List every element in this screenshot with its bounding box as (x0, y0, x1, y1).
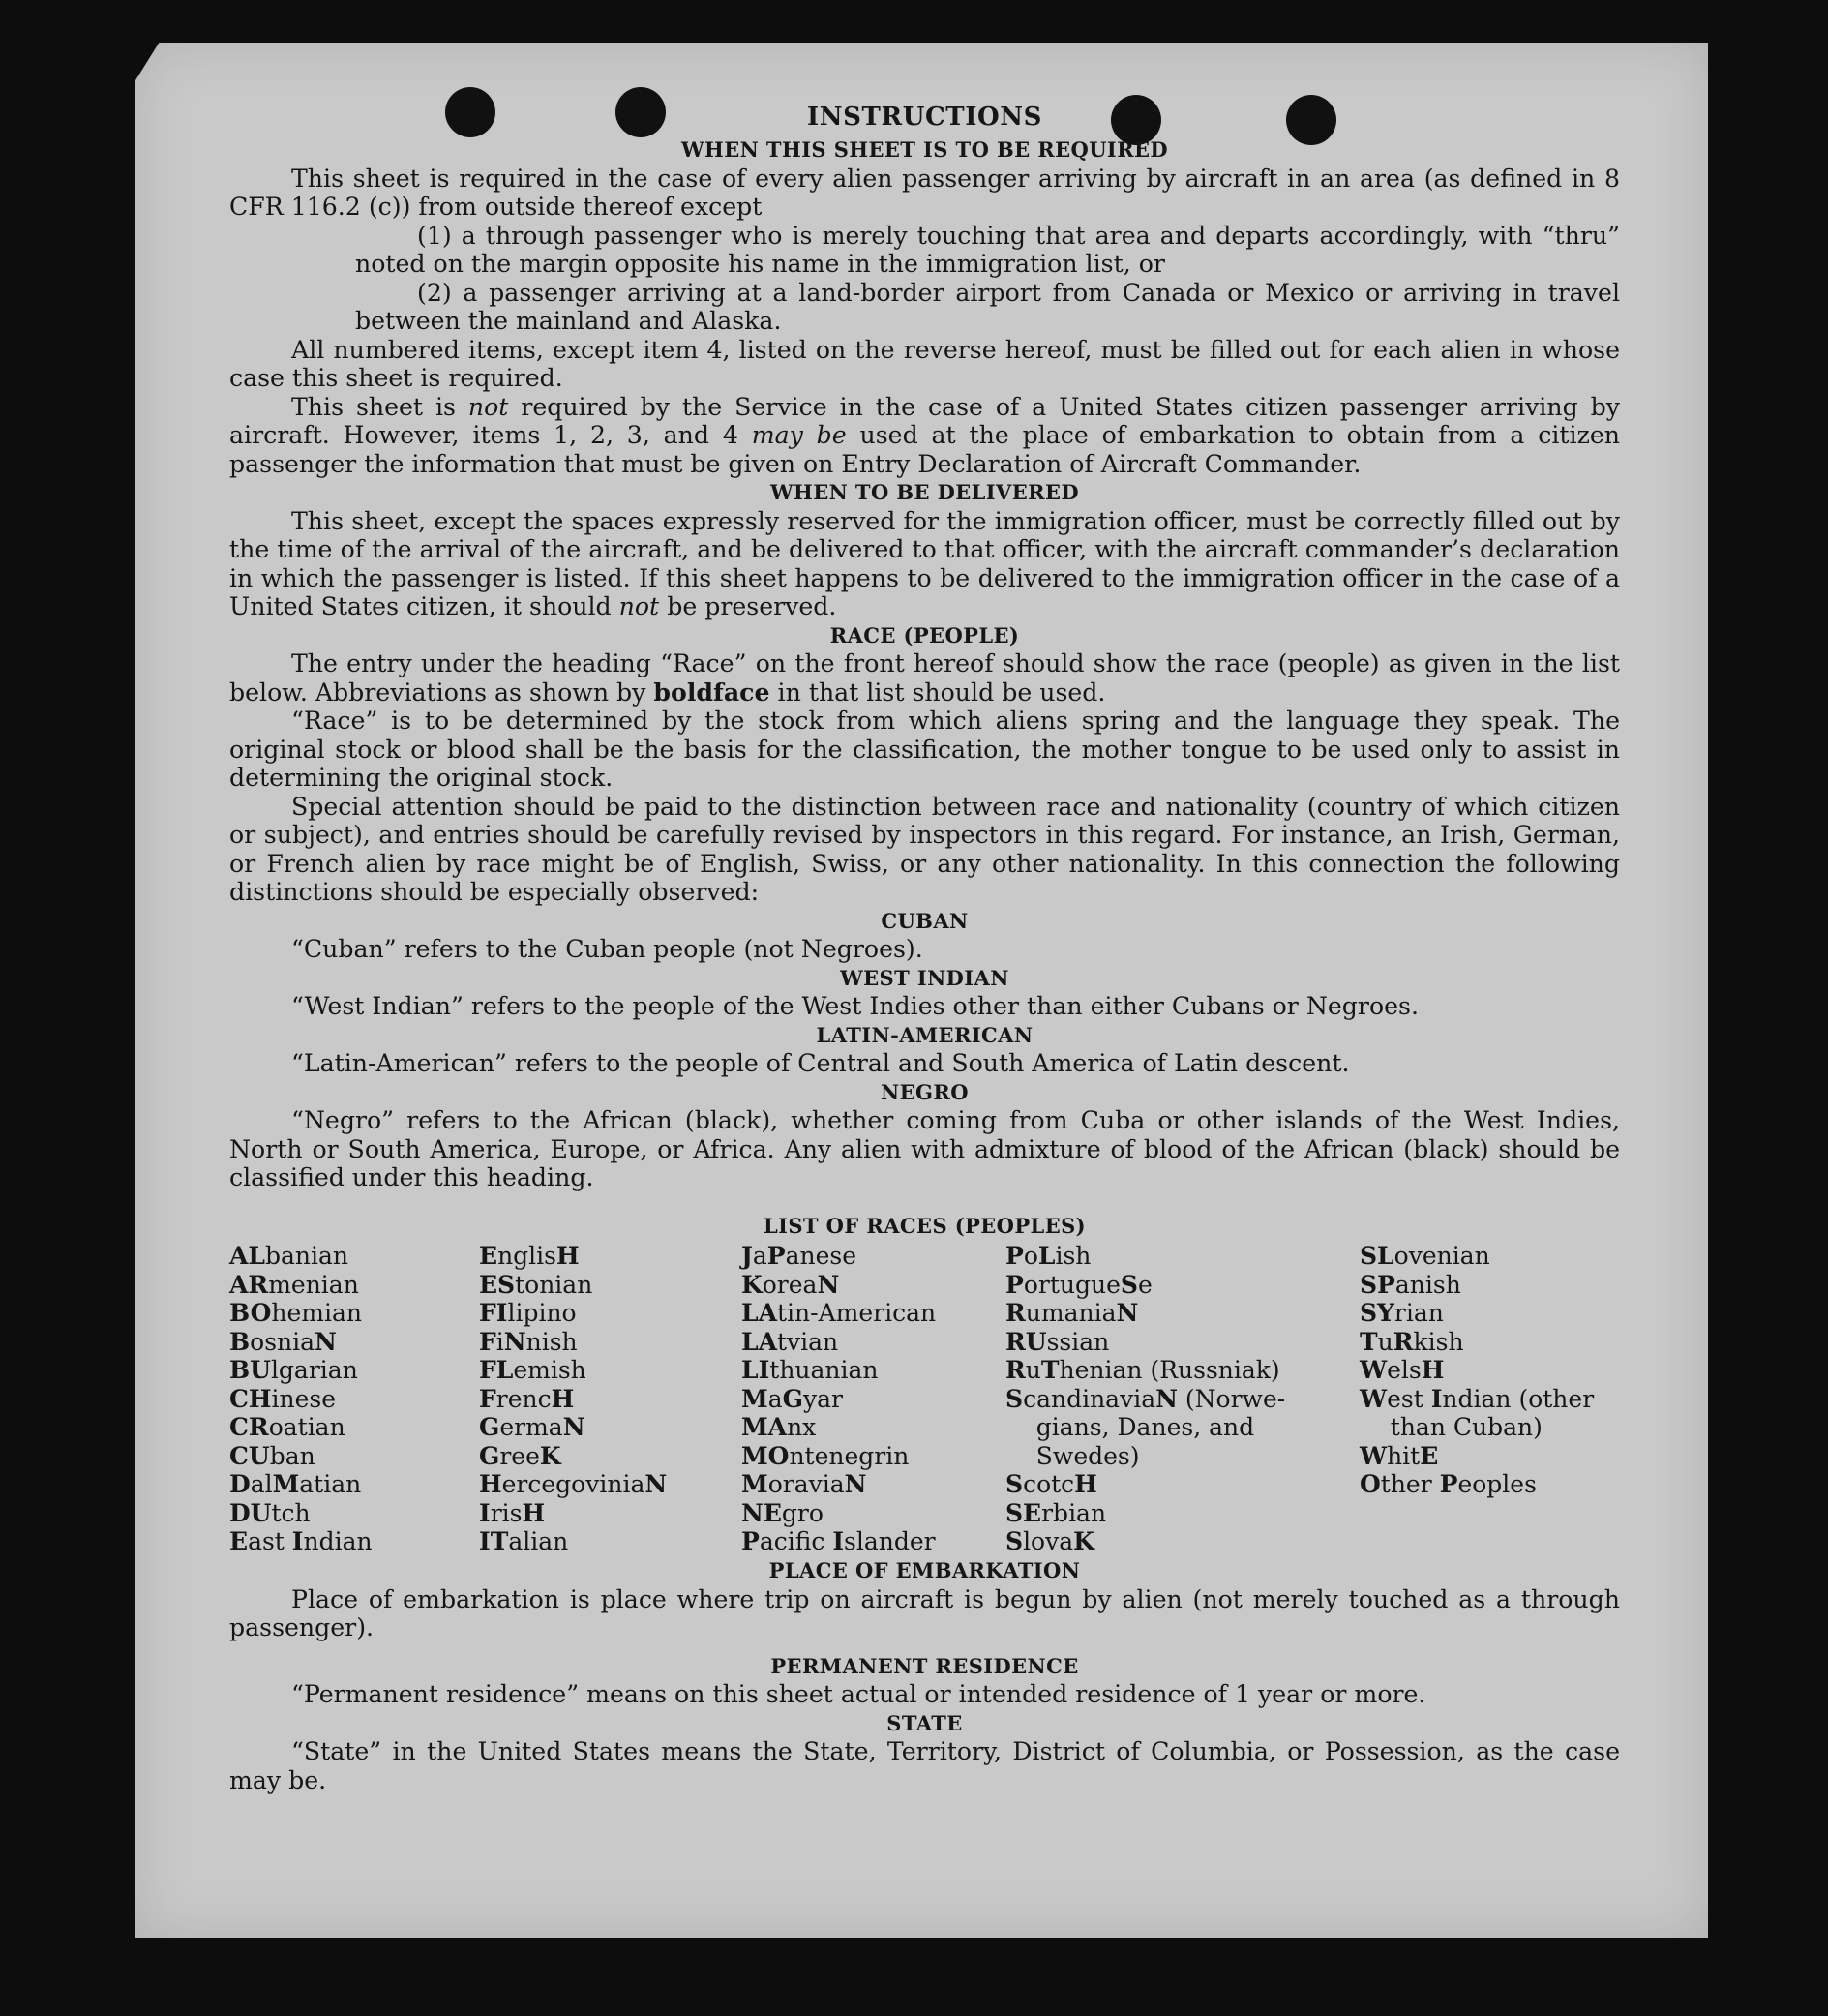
race-entry: SErbian (1005, 1498, 1107, 1527)
paragraph-numbered-items: All numbered items, except item 4, listed on the reverse hereof, must be filled out for each alien in whose case this sheet is required. (229, 335, 1620, 392)
paragraph-embarkation: Place of embarkation is place where trip on aircraft is begun by alien (not merely touched as a through passenger). (229, 1584, 1620, 1641)
race-entry: East Indian (229, 1527, 373, 1555)
race-entry: ScotcH (1005, 1470, 1097, 1498)
race-entry: KoreaN (741, 1270, 840, 1299)
race-entry: ITalian (479, 1527, 569, 1555)
distinction-heading: WEST INDIAN (840, 965, 1009, 990)
paragraph-citizen: This sheet is not required by the Service in the case of a United States citizen passenger arriving by aircraft. However, items 1, 2, 3, and 4 may be used at the place of embarkation to obtain from a citizen passenger the information that must be given on Entry Declaration of Aircraft Commander. (229, 392, 1620, 478)
section-heading-race: RACE (PEOPLE) (829, 622, 1020, 647)
race-entry: ARmenian (229, 1270, 359, 1299)
race-entry: ScandinaviaN (Norwe- gians, Danes, and Swedes) (1005, 1384, 1286, 1470)
races-column (229, 1242, 471, 1556)
race-entry: MoraviaN (741, 1470, 867, 1498)
race-entry: Pacific Islander (741, 1527, 936, 1555)
instructions-body (229, 101, 1620, 1794)
paragraph-delivered: This sheet, except the spaces expressly reserved for the immigration officer, must be correctly filled out by the time of the arrival of the aircraft, and be delivered to that officer, with the aircraft commander’s declaration in which the passenger is listed. If this sheet happens to be delivered to the immigration officer in the case of a United States citizen, it should not be preserved. (229, 506, 1620, 620)
race-entry: IrisH (479, 1498, 546, 1527)
race-entry: SlovaK (1005, 1527, 1094, 1555)
race-entry: FIlipino (479, 1299, 577, 1327)
race-entry: BUlgarian (229, 1356, 358, 1384)
race-entry: ALbanian (229, 1242, 348, 1270)
race-entry: FrencH (479, 1384, 575, 1413)
race-entry: EStonian (479, 1270, 593, 1299)
section-heading-when-required: WHEN THIS SHEET IS TO BE REQUIRED (680, 137, 1169, 162)
race-entry: HercegoviniaN (479, 1470, 668, 1498)
race-entry: FiNnish (479, 1327, 578, 1356)
page-title: INSTRUCTIONS (807, 103, 1042, 132)
race-entry: EnglisH (479, 1242, 580, 1270)
distinction-text: “West Indian” refers to the people of the West Indies other than either Cubans or Negroes. (291, 992, 1419, 1020)
paragraph-race-stock: “Race” is to be determined by the stock from which aliens spring and the language they speak. The original stock or blood shall be the basis for the classification, the mother tongue to be used only to assist in determining the original stock. (229, 707, 1620, 792)
races-column (479, 1242, 731, 1556)
race-entry: RumaniaN (1005, 1299, 1139, 1327)
section-heading-state: STATE (886, 1710, 963, 1735)
section-heading-when-delivered: WHEN TO BE DELIVERED (769, 480, 1079, 504)
race-entry: JaPanese (741, 1242, 856, 1270)
race-entry: LAtin-American (741, 1299, 937, 1327)
race-entry: Other Peoples (1360, 1470, 1537, 1498)
races-column (1005, 1242, 1325, 1556)
race-entry: PoLish (1005, 1242, 1092, 1270)
exception-item: (2) a passenger arriving at a land-border airport from Canada or Mexico or arriving in travel between the mainland and Alaska. (355, 278, 1620, 335)
race-entry: BOhemian (229, 1299, 362, 1327)
section-heading-residence: PERMANENT RESIDENCE (770, 1653, 1079, 1678)
distinction-heading: CUBAN (881, 908, 969, 933)
race-entry: SYrian (1360, 1299, 1444, 1327)
races-column (1360, 1242, 1621, 1499)
races-list (229, 1242, 1620, 1556)
paragraph-residence: “Permanent residence” means on this sheet actual or intended residence of 1 year or more. (291, 1680, 1426, 1708)
distinction-text: “Negro” refers to the African (black), whether coming from Cuba or other islands of the West Indies, North or South America, Europe, or Africa. Any alien with admixture of blood of the African (black) should be classified under this heading. (229, 1106, 1620, 1191)
race-entry: MaGyar (741, 1384, 843, 1413)
race-entry: GermaN (479, 1413, 585, 1441)
race-entry: CHinese (229, 1384, 337, 1413)
race-entry: NEgro (741, 1498, 824, 1527)
race-entry: MOntenegrin (741, 1441, 910, 1470)
race-entry: WhitE (1360, 1441, 1439, 1470)
paragraph-required: This sheet is required in the case of every alien passenger arriving by aircraft in an area (as defined in 8 CFR 116.2 (c)) from outside thereof except (229, 164, 1620, 221)
race-entry: RUssian (1005, 1327, 1110, 1356)
races-column (741, 1242, 1003, 1556)
section-heading-embarkation: PLACE OF EMBARKATION (768, 1558, 1081, 1582)
race-entry: CUban (229, 1441, 315, 1470)
race-entry: DalMatian (229, 1470, 362, 1498)
race-entry: West Indian (other than Cuban) (1360, 1384, 1595, 1441)
race-entry: LAtvian (741, 1327, 839, 1356)
paragraph-state: “State” in the United States means the State, Territory, District of Columbia, or Possession, as the case may be. (229, 1737, 1620, 1794)
paragraph-race-nationality: Special attention should be paid to the distinction between race and nationality (country of which citizen or subject), and entries should be carefully revised by inspectors in this regard. For instance, an Irish, German, or French alien by race might be of English, Swiss, or any other nationality. In this connection the following distinctions should be especially observed: (229, 792, 1620, 906)
distinction-text: “Latin-American” refers to the people of Central and South America of Latin descent. (291, 1049, 1350, 1077)
race-entry: DUtch (229, 1498, 311, 1527)
race-entry: LIthuanian (741, 1356, 879, 1384)
race-entry: RuThenian (Russniak) (1005, 1356, 1280, 1384)
race-entry: BosniaN (229, 1327, 337, 1356)
section-heading-races-list: LIST OF RACES (PEOPLES) (763, 1213, 1087, 1238)
exception-item: (1) a through passenger who is merely touching that area and departs accordingly, with “thru” noted on the margin opposite his name in the immigration list, or (355, 221, 1620, 278)
distinction-heading: LATIN-AMERICAN (816, 1022, 1034, 1047)
race-entry: GreeK (479, 1441, 561, 1470)
race-entry: CRoatian (229, 1413, 345, 1441)
race-entry: TuRkish (1360, 1327, 1464, 1356)
distinction-heading: NEGRO (881, 1079, 969, 1104)
race-entry: SLovenian (1360, 1242, 1490, 1270)
race-entry: FLemish (479, 1356, 586, 1384)
race-entry: WelsH (1360, 1356, 1445, 1384)
race-entry: MAnx (741, 1413, 817, 1441)
race-entry: SPanish (1360, 1270, 1461, 1299)
distinction-text: “Cuban” refers to the Cuban people (not Negroes). (291, 935, 923, 963)
paragraph-race-entry: The entry under the heading “Race” on the front hereof should show the race (people) as given in the list below. Abbreviations as shown by boldface in that list should be used. (229, 649, 1620, 707)
race-entry: PortugueSe (1005, 1270, 1153, 1299)
